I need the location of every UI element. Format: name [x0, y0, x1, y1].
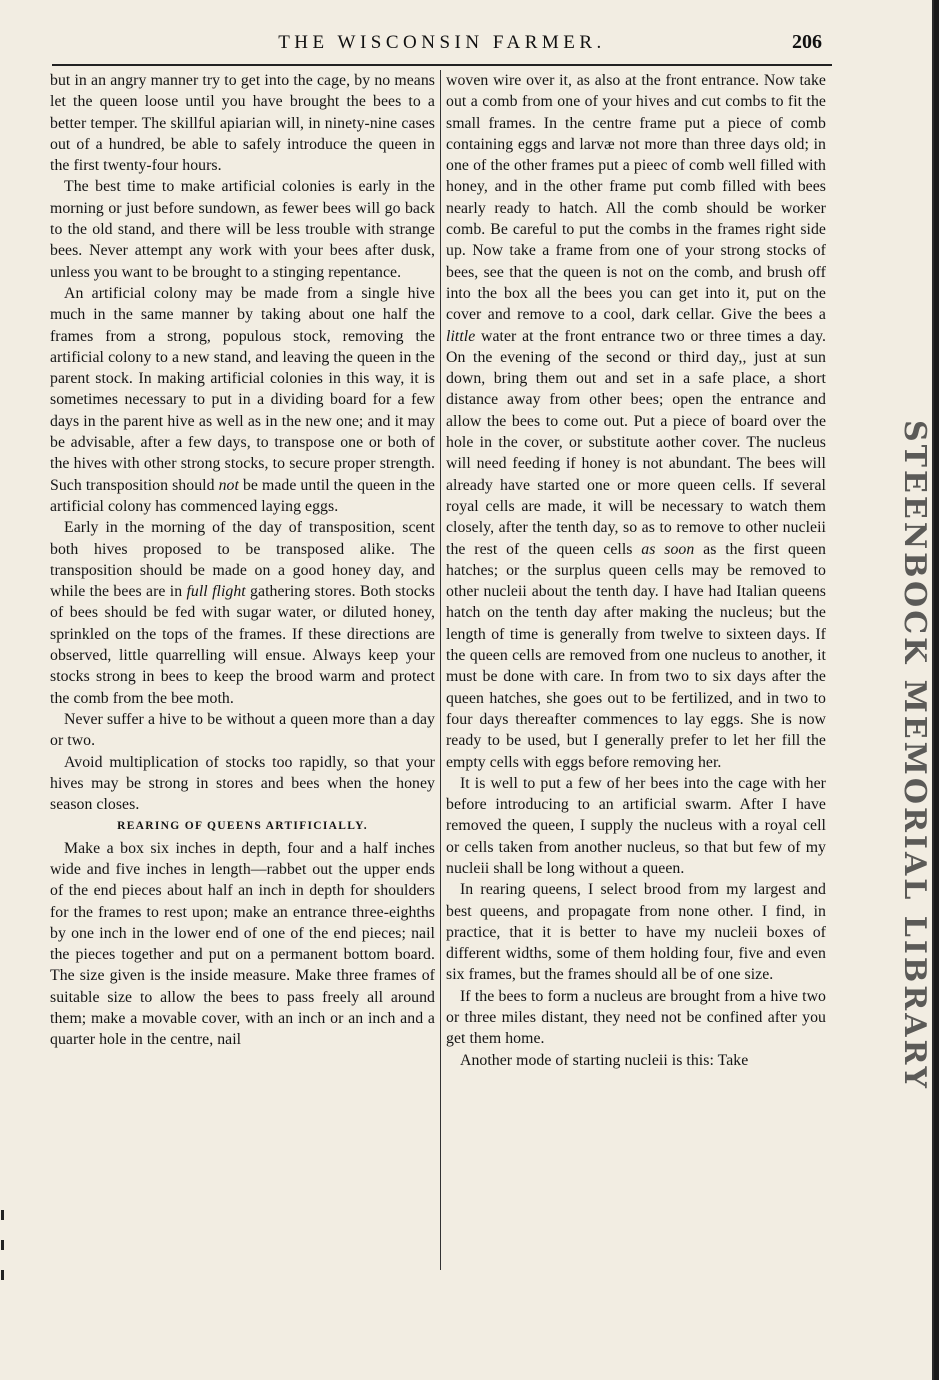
page-header	[52, 30, 832, 66]
left-column	[50, 70, 435, 1270]
paragraph-text: water at the front entrance two or three times a day. On the evening of the second or third day,, just at sun down, bring them out and set in a safe place, a short distance away from other bees; open the entrance and allow the bees to come out. Put a piece of board over the hole in the cover, or substitute aother cover. The nucleus will need feeding if honey is not abundant. The bees will already have started one or more queen cells. If several royal cells are made, it will be necessary to watch them closely, after the tenth day, so as to remove to other nucleii the rest of the queen cells	[446, 327, 826, 558]
paragraph-text: as the first queen hatches; or the surplus queen cells may be removed to other nucleii about the tenth day. I have had Italian queens hatch on the tenth day after making the nucleus; but the length of time is generally from twelve to sixteen days. If the queen cells are removed from one nucleus to another, it must be done with care. In from two to six days after the queen hatches, she goes out to be fertilized, and in two to four days thereafter commences to lay eggs. She is now ready to be used, but I generally prefer to let her fill the empty cells with eggs before removing her.	[446, 540, 826, 771]
paragraph: In rearing queens, I select brood from my largest and best queens, and propagate from none other. I find, in practice, that it is better to have my nucleii boxes of different widths, some of them holding four, five and even six frames, but the frames should all be of one size.	[446, 881, 826, 984]
paragraph	[446, 70, 826, 773]
paragraph-text: Early in the morning of the day of transposition, scent both hives proposed to be transposed alike. The transposition should be made on a good honey day, and while the bees are in	[50, 519, 435, 601]
paragraph	[50, 517, 435, 709]
paragraph: Make a box six inches in depth, four and a half inches wide and five inches in length—rabbet out the upper ends of the end pieces about half an inch in depth for shoulders for the frames to rest upon; make an entrance three-eighths by one inch in the lower end of one of the end pieces; nail the pieces together and put on a permanent bottom board. The size given is the inside measure. Make three frames of suitable size to allow the bees to pass freely all around them; make a movable cover, with an inch or an inch and a quarter hole in the centre, nail	[50, 839, 435, 1049]
library-stamp: STEENBOCK MEMORIAL LIBRARY	[897, 420, 932, 1091]
page-number: 206	[792, 31, 822, 53]
section-heading: REARING OF QUEENS ARTIFICIALLY.	[117, 820, 368, 833]
paragraph-text: An artificial colony may be made from a single hive much in the same manner by taking about one half the frames from a strong, populous stock, removing the artificial colony to a new stand, and leaving the queen in the parent stock. In making artificial colonies in this way, it is sometimes necessary to put in a dividing board for a few days in the parent hive as well as in the new one; and it may be advisable, after a few days, to transpose one or both of the hives with other strong stocks, to secure proper strength. Such transposition should	[50, 284, 435, 494]
paragraph: but in an angry manner try to get into the cage, by no means let the queen loose until you have brought the bees to a better temper. The skillful apiarian will, in ninety-nine cases out of a hundred, be able to safely introduce the queen in the first twenty-four hours.	[50, 72, 435, 175]
paragraph: Avoid multiplication of stocks too rapidly, so that your hives may be strong in stores and bees when the honey season closes.	[50, 753, 435, 814]
right-column	[446, 70, 826, 1270]
emphasis: little	[446, 327, 476, 345]
emphasis: as soon	[641, 540, 695, 558]
paragraph-text: gathering stores. Both stocks of bees should be fed with sugar water, or diluted honey, sprinkled on the tops of the frames. If these directions are observed, little quarrelling will ensue. Always keep your stocks strong in bees to keep the brood warm and protect the comb from the bee moth.	[50, 583, 435, 707]
page-edge-marks	[0, 1200, 8, 1320]
paragraph: The best time to make artificial colonies is early in the morning or just before sundown, as fewer bees will go back to the old stand, and there will be less trouble with strange bees. Never attempt any work with your bees after dusk, unless you want to be brought to a stinging repentance.	[50, 178, 435, 281]
emphasis: full flight	[186, 583, 246, 601]
paragraph: Another mode of starting nucleii is this: Take	[460, 1051, 749, 1069]
paragraph: If the bees to form a nucleus are brought from a hive two or three miles distant, they need not be confined after you get them home.	[446, 987, 826, 1048]
running-title: THE WISCONSIN FARMER.	[278, 32, 606, 53]
paragraph: It is well to put a few of her bees into the cage with her before introducing to an artificial swarm. After I have removed the queen, I supply the nucleus with a royal cell or cells taken from another nucleus, so that but few of my nucleii shall be long without a queen.	[446, 774, 826, 877]
paragraph: Never suffer a hive to be without a queen more than a day or two.	[50, 710, 435, 750]
emphasis: not	[218, 476, 239, 494]
paragraph-text: be made until the queen in the artificial colony has commenced laying eggs.	[50, 476, 435, 515]
paragraph	[50, 283, 435, 517]
paragraph-text: woven wire over it, as also at the front entrance. Now take out a comb from one of your hives and cut combs to fit the small frames. In the centre frame put a piece of comb containing eggs and larvæ not more than three days old; in one of the other frames put a pieec of comb well filled with honey, and in the other frame put comb filled with bees nearly ready to hatch. All the comb should be worker comb. Be careful to put the combs in the frames right side up. Now take a frame from one of your strong stocks of bees, see that the queen is not on the comb, and brush off into the box all the bees you can get into it, put on the cover and remove to a cool, dark cellar. Give the bees a	[446, 72, 826, 324]
column-divider	[440, 70, 441, 1270]
